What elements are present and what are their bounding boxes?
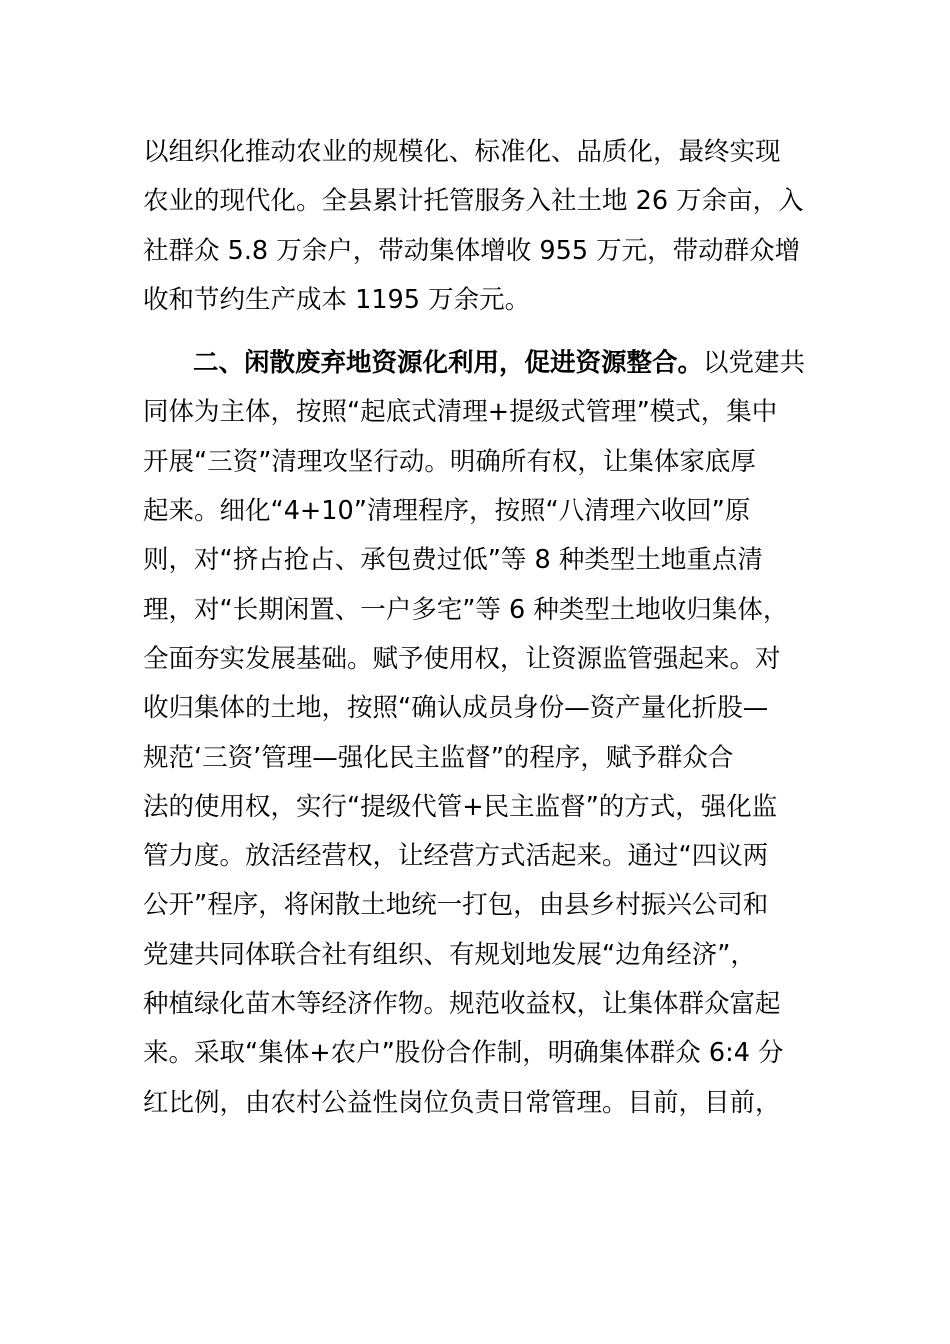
paragraph-2 — [143, 339, 823, 1128]
text-line: 农业的现代化。全县累计托管服务入社土地 26 万余亩，入 — [143, 186, 804, 217]
text-line: 开展“三资”清理攻坚行动。明确所有权，让集体家底厚 — [143, 446, 756, 477]
text-line: 种植绿化苗木等经济作物。规范收益权，让集体群众富起 — [143, 989, 781, 1020]
text-line: 公开”程序，将闲散土地统一打包，由县乡村振兴公司和 — [143, 890, 769, 921]
text-line: 收和节约生产成本 1195 万余元。 — [143, 284, 531, 315]
text-line: 同体为主体，按照“起底式清理+提级式管理”模式，集中 — [143, 397, 778, 428]
section-heading: 二、闲散废弃地资源化利用，促进资源整合。 — [193, 348, 704, 379]
text-line: 理，对“长期闲置、一户多宅”等 6 种类型土地收归集体， — [143, 594, 789, 625]
text-line: 法的使用权，实行“提级代管+民主监督”的方式，强化监 — [143, 791, 778, 822]
text-line: 起来。细化“4+10”清理程序，按照“八清理六收回”原 — [143, 496, 751, 527]
heading-continuation: 以党建共 — [703, 348, 806, 379]
text-line: 管力度。放活经营权，让经营方式活起来。通过“四议两 — [143, 841, 769, 872]
paragraph-gap — [143, 325, 823, 339]
document-body — [143, 128, 823, 1128]
text-line: 则，对“挤占抢占、承包费过低”等 8 种类型土地重点清 — [143, 545, 763, 576]
paragraph-1 — [143, 128, 823, 325]
text-line: 以组织化推动农业的规模化、标准化、品质化，最终实现 — [143, 137, 781, 167]
text-line: 来。采取“集体+农户”股份合作制，明确集体群众 6:4 分 — [143, 1038, 784, 1069]
text-line-first — [143, 339, 823, 388]
text-line: 规范‘三资’管理—强化民主监督”的程序，赋予群众合 — [143, 742, 734, 773]
text-line: 收归集体的土地，按照“确认成员身份—资产量化折股— — [143, 693, 769, 724]
text-line: 党建共同体联合社有组织、有规划地发展“边角经济”， — [143, 939, 756, 970]
text-line: 红比例，由农村公益性岗位负责日常管理。目前，目前， — [143, 1087, 781, 1118]
text-line: 社群众 5.8 万余户，带动集体增收 955 万元，带动群众增 — [143, 235, 801, 266]
text-line: 全面夯实发展基础。赋予使用权，让资源监管强起来。对 — [143, 643, 781, 674]
